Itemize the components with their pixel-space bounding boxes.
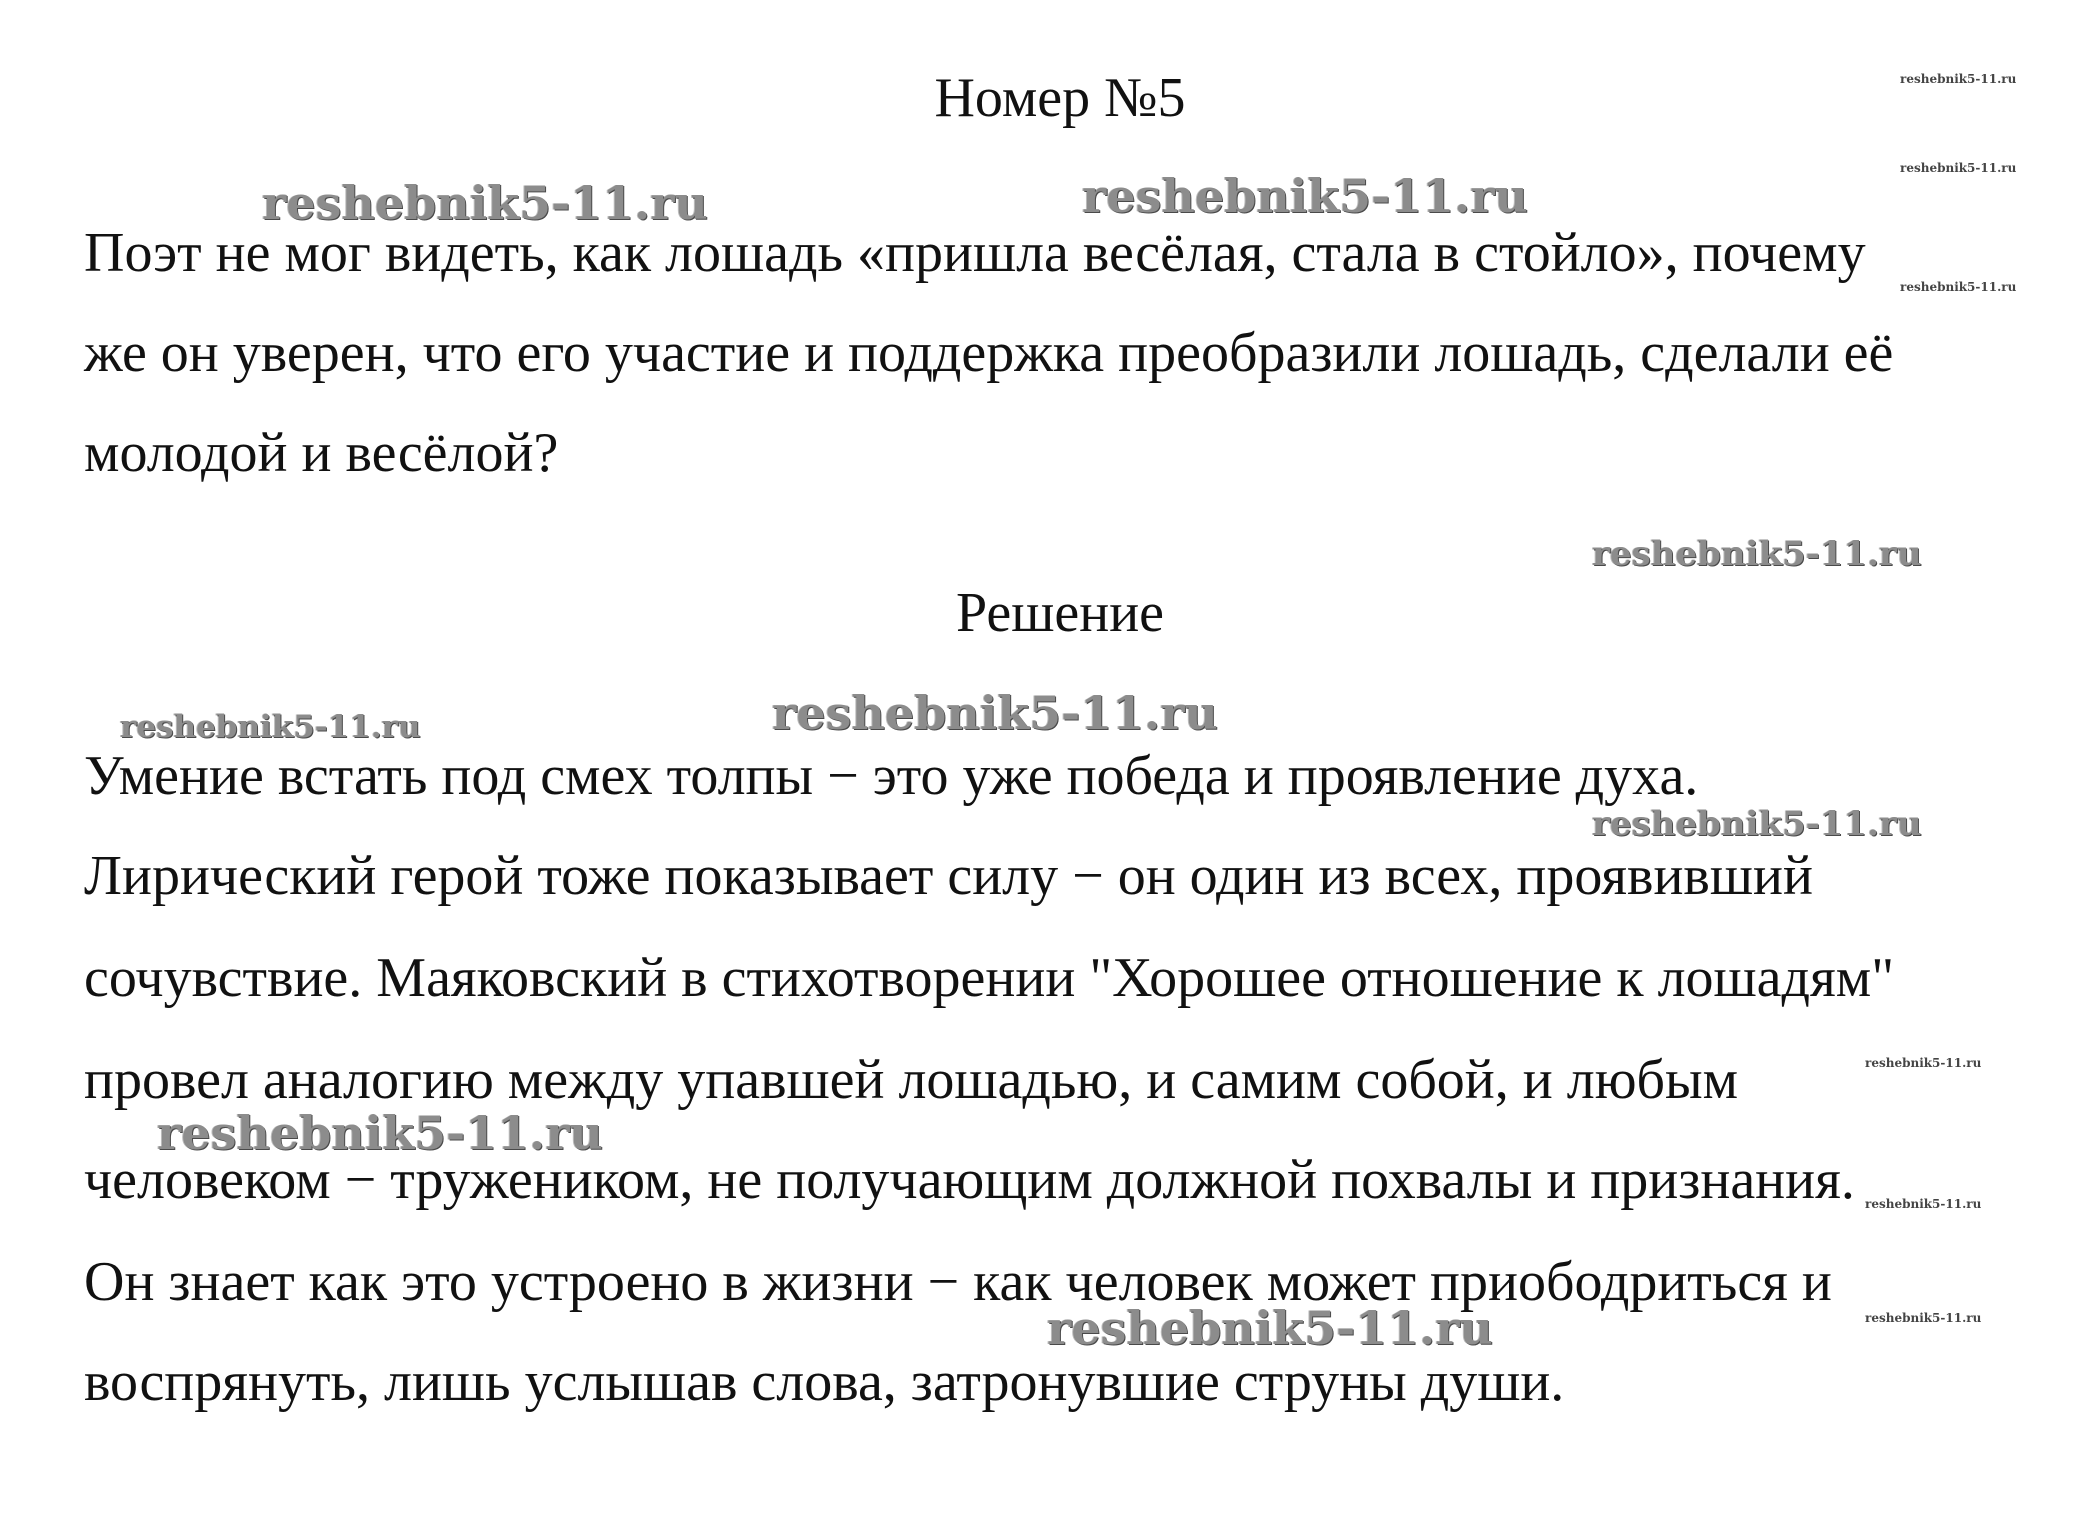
watermark-small: reshebnik5-11.ru xyxy=(1900,280,2017,294)
watermark-small: reshebnik5-11.ru xyxy=(1865,1311,1982,1325)
watermark: reshebnik5-11.ru xyxy=(1047,1301,1493,1355)
task-title: Номер №5 xyxy=(934,67,1186,129)
answer-line: Умение встать под смех толпы − это уже победа и проявление духа. xyxy=(84,745,1699,807)
watermark-small: reshebnik5-11.ru xyxy=(1865,1056,1982,1070)
watermark-small: reshebnik5-11.ru xyxy=(1865,1197,1982,1211)
watermark: reshebnik5-11.ru xyxy=(157,1106,603,1160)
solution-title: Решение xyxy=(955,582,1165,644)
watermark: reshebnik5-11.ru xyxy=(1082,169,1528,223)
watermark-small: reshebnik5-11.ru xyxy=(1900,72,2017,86)
question-line: молодой и весёлой? xyxy=(84,422,559,484)
answer-line: провел аналогию между упавшей лошадью, и самим собой, и любым xyxy=(84,1049,1739,1111)
watermark: reshebnik5-11.ru xyxy=(262,176,708,230)
watermark: reshebnik5-11.ru xyxy=(772,686,1218,740)
question-line: же он уверен, что его участие и поддержка преобразили лошадь, сделали её xyxy=(84,322,1894,384)
answer-line: сочувствие. Маяковский в стихотворении "Хорошее отношение к лошадям" xyxy=(84,947,1895,1009)
watermark: reshebnik5-11.ru xyxy=(1592,534,1922,574)
answer-line: Он знает как это устроено в жизни − как человек может приободриться и xyxy=(84,1251,1832,1313)
answer-line: Лирический герой тоже показывает силу − он один из всех, проявивший xyxy=(84,845,1813,907)
watermark-small: reshebnik5-11.ru xyxy=(1900,161,2017,175)
watermark: reshebnik5-11.ru xyxy=(1592,804,1922,844)
answer-line: человеком − тружеником, не получающим должной похвалы и признания. xyxy=(84,1149,1855,1211)
watermark: reshebnik5-11.ru xyxy=(120,709,421,745)
answer-line: воспрянуть, лишь услышав слова, затронувшие струны души. xyxy=(84,1351,1565,1413)
question-line: Поэт не мог видеть, как лошадь «пришла весёлая, стала в стойло», почему xyxy=(84,222,1866,284)
